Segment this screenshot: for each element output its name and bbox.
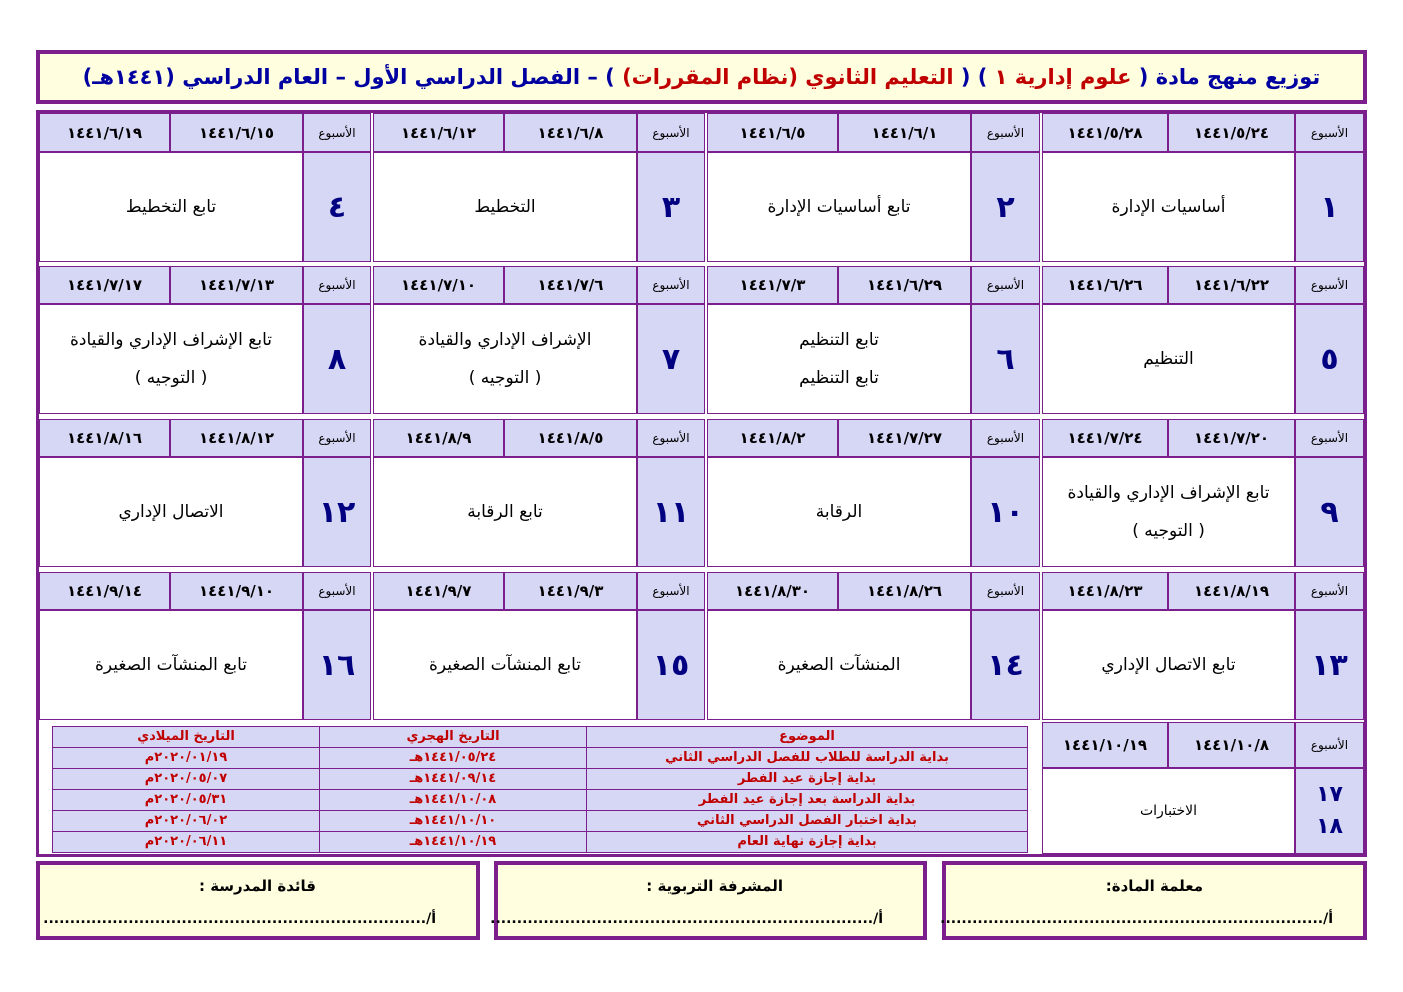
week-topic — [39, 457, 303, 567]
week-topic — [39, 152, 303, 262]
week-date-from: ١٤٤١/٦/٢٩ — [838, 266, 971, 304]
week-label: الأسبوع — [637, 572, 705, 610]
calendar-topic: بداية اختبار الفصل الدراسي الثاني — [587, 811, 1028, 832]
final-week-num1: ١٧ — [1316, 782, 1343, 807]
week-label: الأسبوع — [1295, 572, 1364, 610]
week-date-from: ١٤٤١/٦/٨ — [504, 113, 637, 152]
week-topic — [707, 304, 971, 414]
week-topic-line: ( التوجيه ) — [468, 368, 542, 388]
calendar-gregorian: ٢٠٢٠/٠٥/٠٧م — [53, 769, 320, 790]
week-topic-line: تابع المنشآت الصغيرة — [429, 655, 581, 675]
final-week-to: ١٤٤١/١٠/١٩ — [1042, 722, 1168, 768]
week-label: الأسبوع — [637, 419, 705, 457]
title-box — [36, 50, 1367, 104]
week-date-from: ١٤٤١/٨/٥ — [504, 419, 637, 457]
calendar-topic: بداية الدراسة بعد إجازة عيد الفطر — [587, 790, 1028, 811]
week-topic-line: تابع المنشآت الصغيرة — [95, 655, 247, 675]
calendar-gregorian: ٢٠٢٠/٠١/١٩م — [53, 748, 320, 769]
calendar-header-gregorian: التاريخ الميلادي — [53, 727, 320, 748]
week-date-from: ١٤٤١/٦/٢٢ — [1168, 266, 1295, 304]
week-label: الأسبوع — [971, 419, 1040, 457]
week-date-from: ١٤٤١/٧/٢٠ — [1168, 419, 1295, 457]
week-date-to: ١٤٤١/٧/١٠ — [373, 266, 504, 304]
week-topic-line: تابع الاتصال الإداري — [1101, 655, 1236, 675]
week-label: الأسبوع — [303, 419, 371, 457]
week-date-from: ١٤٤١/٧/٦ — [504, 266, 637, 304]
signature-teacher-line: أ/........................................................................ — [940, 911, 1333, 927]
final-week-label: الأسبوع — [1295, 722, 1364, 768]
signature-supervisor — [490, 861, 927, 940]
week-date-to: ١٤٤١/٥/٢٨ — [1042, 113, 1168, 152]
week-topic-line: الرقابة — [815, 502, 863, 522]
week-topic-line: تابع الإشراف الإداري والقيادة — [1067, 483, 1270, 503]
week-label: الأسبوع — [303, 572, 371, 610]
signature-teacher-label: معلمة المادة: — [1105, 877, 1203, 895]
week-topic-line: الإشراف الإداري والقيادة — [418, 330, 592, 350]
week-date-to: ١٤٤١/٨/٢ — [707, 419, 838, 457]
week-date-to: ١٤٤١/٦/١٩ — [39, 113, 170, 152]
week-date-to: ١٤٤١/٧/١٧ — [39, 266, 170, 304]
title-part1: توزيع منهج مادة ( — [1138, 65, 1321, 89]
calendar-header-topic: الموضوع — [587, 727, 1028, 748]
week-number: ٩ — [1295, 457, 1364, 567]
week-number: ١ — [1295, 152, 1364, 262]
week-date-to: ١٤٤١/٨/٢٣ — [1042, 572, 1168, 610]
calendar-topic: بداية إجازة نهاية العام — [587, 832, 1028, 853]
title-part2: ) ( — [960, 65, 988, 89]
week-topic-line: تابع الرقابة — [467, 502, 543, 522]
week-number: ١١ — [637, 457, 705, 567]
week-topic — [707, 610, 971, 720]
week-date-to: ١٤٤١/٩/١٤ — [39, 572, 170, 610]
calendar-hijri: ١٤٤١/٠٩/١٤هـ — [320, 769, 587, 790]
week-topic — [373, 152, 637, 262]
week-date-from: ١٤٤١/٩/١٠ — [170, 572, 303, 610]
week-topic — [39, 304, 303, 414]
final-week-topic: الاختبارات — [1042, 768, 1295, 854]
week-topic — [1042, 304, 1295, 414]
calendar-header-hijri: التاريخ الهجري — [320, 727, 587, 748]
week-topic — [707, 457, 971, 567]
table-row — [53, 811, 1028, 832]
table-row — [53, 769, 1028, 790]
week-date-to: ١٤٤١/٨/١٦ — [39, 419, 170, 457]
week-number: ١٠ — [971, 457, 1040, 567]
week-topic — [373, 457, 637, 567]
calendar-header-row — [53, 727, 1028, 748]
table-row — [53, 748, 1028, 769]
week-date-to: ١٤٤١/٨/٩ — [373, 419, 504, 457]
week-number: ١٦ — [303, 610, 371, 720]
week-topic — [707, 152, 971, 262]
week-topic — [1042, 610, 1295, 720]
signature-supervisor-line: أ/........................................................................ — [490, 911, 883, 927]
week-topic-line: تابع التنظيم — [799, 330, 879, 350]
final-week-from: ١٤٤١/١٠/٨ — [1168, 722, 1295, 768]
week-label: الأسبوع — [1295, 266, 1364, 304]
week-label: الأسبوع — [303, 266, 371, 304]
week-label: الأسبوع — [971, 113, 1040, 152]
week-date-to: ١٤٤١/٩/٧ — [373, 572, 504, 610]
week-topic-line: تابع أساسيات الإدارة — [767, 197, 911, 217]
week-number: ٤ — [303, 152, 371, 262]
week-date-from: ١٤٤١/٧/٢٧ — [838, 419, 971, 457]
calendar-gregorian: ٢٠٢٠/٠٦/١١م — [53, 832, 320, 853]
week-date-from: ١٤٤١/٨/٢٦ — [838, 572, 971, 610]
week-label: الأسبوع — [637, 113, 705, 152]
calendar-table — [52, 726, 1028, 853]
week-topic — [1042, 152, 1295, 262]
week-date-to: ١٤٤١/٦/٥ — [707, 113, 838, 152]
title-part3: ) – — [587, 65, 615, 89]
week-date-from: ١٤٤١/٦/١ — [838, 113, 971, 152]
calendar-hijri: ١٤٤١/١٠/٠٨هـ — [320, 790, 587, 811]
calendar-gregorian: ٢٠٢٠/٠٦/٠٢م — [53, 811, 320, 832]
week-topic-line: تابع التخطيط — [125, 197, 217, 217]
signature-supervisor-label: المشرفة التربوية : — [646, 877, 783, 895]
week-number: ٨ — [303, 304, 371, 414]
signature-principal-line: أ/........................................................................ — [43, 911, 436, 927]
week-topic-line: تابع التنظيم — [799, 368, 879, 388]
week-topic — [373, 304, 637, 414]
week-number: ٧ — [637, 304, 705, 414]
week-number: ٢ — [971, 152, 1040, 262]
signature-teacher — [942, 861, 1367, 940]
week-topic-line: ( التوجيه ) — [1132, 521, 1205, 541]
week-label: الأسبوع — [971, 572, 1040, 610]
week-date-from: ١٤٤١/٧/١٣ — [170, 266, 303, 304]
title-program: التعليم الثانوي (نظام المقررات) — [622, 65, 954, 89]
week-topic-line: التنظيم — [1143, 349, 1194, 369]
week-topic-line: المنشآت الصغيرة — [777, 655, 901, 675]
week-date-from: ١٤٤١/٨/١٩ — [1168, 572, 1295, 610]
week-number: ٦ — [971, 304, 1040, 414]
week-number: ١٣ — [1295, 610, 1364, 720]
week-date-from: ١٤٤١/٦/١٥ — [170, 113, 303, 152]
calendar-hijri: ١٤٤١/٠٥/٢٤هـ — [320, 748, 587, 769]
week-number: ١٢ — [303, 457, 371, 567]
week-label: الأسبوع — [1295, 419, 1364, 457]
week-number: ١٥ — [637, 610, 705, 720]
week-topic-line: الاتصال الإداري — [118, 502, 224, 522]
week-label: الأسبوع — [971, 266, 1040, 304]
week-topic — [373, 610, 637, 720]
final-week-number — [1295, 768, 1364, 854]
week-topic — [39, 610, 303, 720]
week-number: ٥ — [1295, 304, 1364, 414]
calendar-hijri: ١٤٤١/١٠/١٩هـ — [320, 832, 587, 853]
week-number: ٣ — [637, 152, 705, 262]
week-number: ١٤ — [971, 610, 1040, 720]
final-week-num2: ١٨ — [1316, 814, 1343, 839]
week-label: الأسبوع — [303, 113, 371, 152]
week-topic-line: ( التوجيه ) — [134, 368, 208, 388]
page-title — [83, 65, 1321, 89]
week-date-from: ١٤٤١/٨/١٢ — [170, 419, 303, 457]
week-date-to: ١٤٤١/٧/٣ — [707, 266, 838, 304]
week-label: الأسبوع — [637, 266, 705, 304]
title-term: الفصل الدراسي الأول – العام الدراسي (١٤٤١هـ) — [82, 65, 581, 89]
week-topic-line: التخطيط — [474, 197, 536, 217]
week-label: الأسبوع — [1295, 113, 1364, 152]
week-date-to: ١٤٤١/٧/٢٤ — [1042, 419, 1168, 457]
calendar-gregorian: ٢٠٢٠/٠٥/٣١م — [53, 790, 320, 811]
week-date-to: ١٤٤١/٨/٣٠ — [707, 572, 838, 610]
calendar-topic: بداية إجازة عيد الفطر — [587, 769, 1028, 790]
week-topic-line: تابع الإشراف الإداري والقيادة — [69, 330, 273, 350]
signature-principal-label: قائدة المدرسة : — [198, 877, 316, 895]
week-date-from: ١٤٤١/٩/٣ — [504, 572, 637, 610]
calendar-topic: بداية الدراسة للطلاب للفصل الدراسي الثاني — [587, 748, 1028, 769]
week-topic-line: أساسيات الإدارة — [1111, 197, 1226, 217]
week-date-from: ١٤٤١/٥/٢٤ — [1168, 113, 1295, 152]
table-row — [53, 832, 1028, 853]
week-date-to: ١٤٤١/٦/١٢ — [373, 113, 504, 152]
table-row — [53, 790, 1028, 811]
signature-principal — [36, 861, 480, 940]
week-topic — [1042, 457, 1295, 567]
title-subject: علوم إدارية ١ — [994, 65, 1132, 89]
week-date-to: ١٤٤١/٦/٢٦ — [1042, 266, 1168, 304]
calendar-hijri: ١٤٤١/١٠/١٠هـ — [320, 811, 587, 832]
